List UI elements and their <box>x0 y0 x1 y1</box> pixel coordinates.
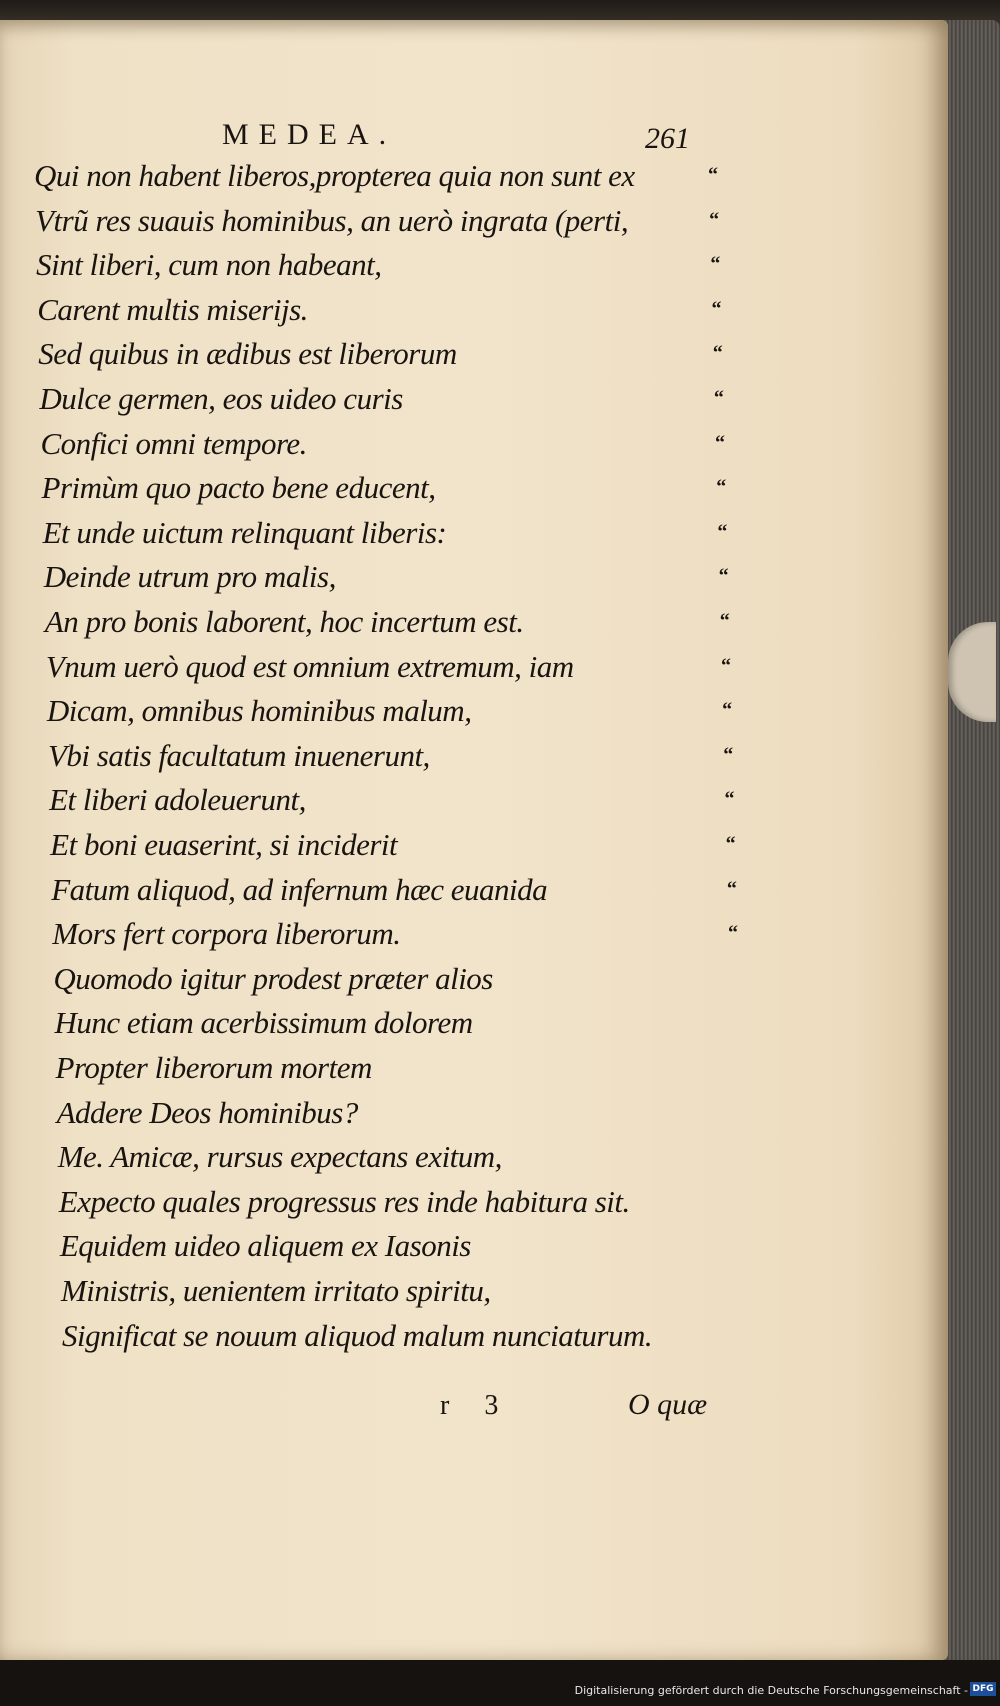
quotation-mark: “ <box>722 699 733 722</box>
text-line: Propter liberorum mortem <box>55 1050 372 1085</box>
page-number: 261 <box>645 122 690 155</box>
text-line: Vtrũ res suauis hominibus, an uerò ingrata (perti, <box>35 202 629 238</box>
text-line: Primùm quo pacto bene educent, <box>41 470 436 506</box>
dfg-logo: DFG <box>970 1682 996 1696</box>
text-line: Significat se nouum aliquod malum nunciaturum. <box>62 1317 653 1353</box>
quotation-mark: “ <box>716 476 727 499</box>
text-line: Equidem uideo aliquem ex Iasonis <box>59 1228 471 1264</box>
text-line: An pro bonis laborent, hoc incertum est. <box>44 604 524 639</box>
quotation-mark: “ <box>715 431 726 454</box>
quotation-mark: “ <box>724 788 735 811</box>
text-line: Qui non habent liberos,propterea quia non sunt ex <box>34 158 635 193</box>
text-line: Sint liberi, cum non habeant, <box>36 247 382 283</box>
text-line: Deinde utrum pro malis, <box>43 559 336 595</box>
quotation-mark: “ <box>709 208 720 231</box>
quotation-mark: “ <box>711 297 722 320</box>
text-line: Sed quibus in ædibus est liberorum <box>38 336 457 372</box>
quotation-mark: “ <box>720 654 731 677</box>
quotation-mark: “ <box>712 342 723 365</box>
quotation-mark: “ <box>719 610 730 632</box>
text-line: Vnum uerò quod est omnium extremum, iam <box>45 648 574 684</box>
quotation-mark: “ <box>728 922 738 945</box>
running-head: MEDEA. <box>222 118 397 151</box>
text-line: Me. Amicæ, rursus expectans exitum, <box>57 1139 502 1175</box>
book-page-edges <box>940 20 1000 1670</box>
quotation-mark: “ <box>713 387 724 409</box>
text-line: Carent multis miserijs. <box>37 291 308 327</box>
catchword: O quæ <box>628 1388 708 1421</box>
text-line: Hunc etiam acerbissimum dolorem <box>54 1005 473 1041</box>
text-line: Dicam, omnibus hominibus malum, <box>46 693 472 729</box>
scan-bottom-edge <box>0 1660 1000 1706</box>
quotation-mark: “ <box>725 833 736 855</box>
text-line: Confici omni tempore. <box>40 425 307 461</box>
text-line: Ministris, uenientem irritato spiritu, <box>60 1273 491 1308</box>
text-line: Expecto quales progressus res inde habitura sit. <box>58 1183 630 1219</box>
text-line: Dulce germen, eos uideo curis <box>39 381 403 416</box>
text-line: Mors fert corpora liberorum. <box>52 916 401 952</box>
text-line: Quomodo igitur prodest præter alios <box>53 960 493 996</box>
quotation-mark: “ <box>723 743 734 766</box>
text-line: Vbi satis facultatum inuenerunt, <box>48 737 430 773</box>
text-line: Addere Deos hominibus? <box>56 1094 358 1130</box>
signature-mark: r 3 <box>440 1390 513 1421</box>
quotation-mark: “ <box>708 164 718 186</box>
quotation-mark: “ <box>726 877 737 900</box>
text-line: Et unde uictum relinquant liberis: <box>42 514 447 550</box>
text-line: Et boni euaserint, si inciderit <box>50 827 398 862</box>
quotation-mark: “ <box>710 253 721 276</box>
quotation-mark: “ <box>718 565 729 588</box>
quotation-mark: “ <box>717 520 728 543</box>
text-line: Et liberi adoleuerunt, <box>49 782 306 818</box>
footer-credit: Digitalisierung gefördert durch die Deutsche Forschungsgemeinschaft - <box>574 1684 968 1697</box>
text-line: Fatum aliquod, ad infernum hæc euanida <box>51 871 548 907</box>
